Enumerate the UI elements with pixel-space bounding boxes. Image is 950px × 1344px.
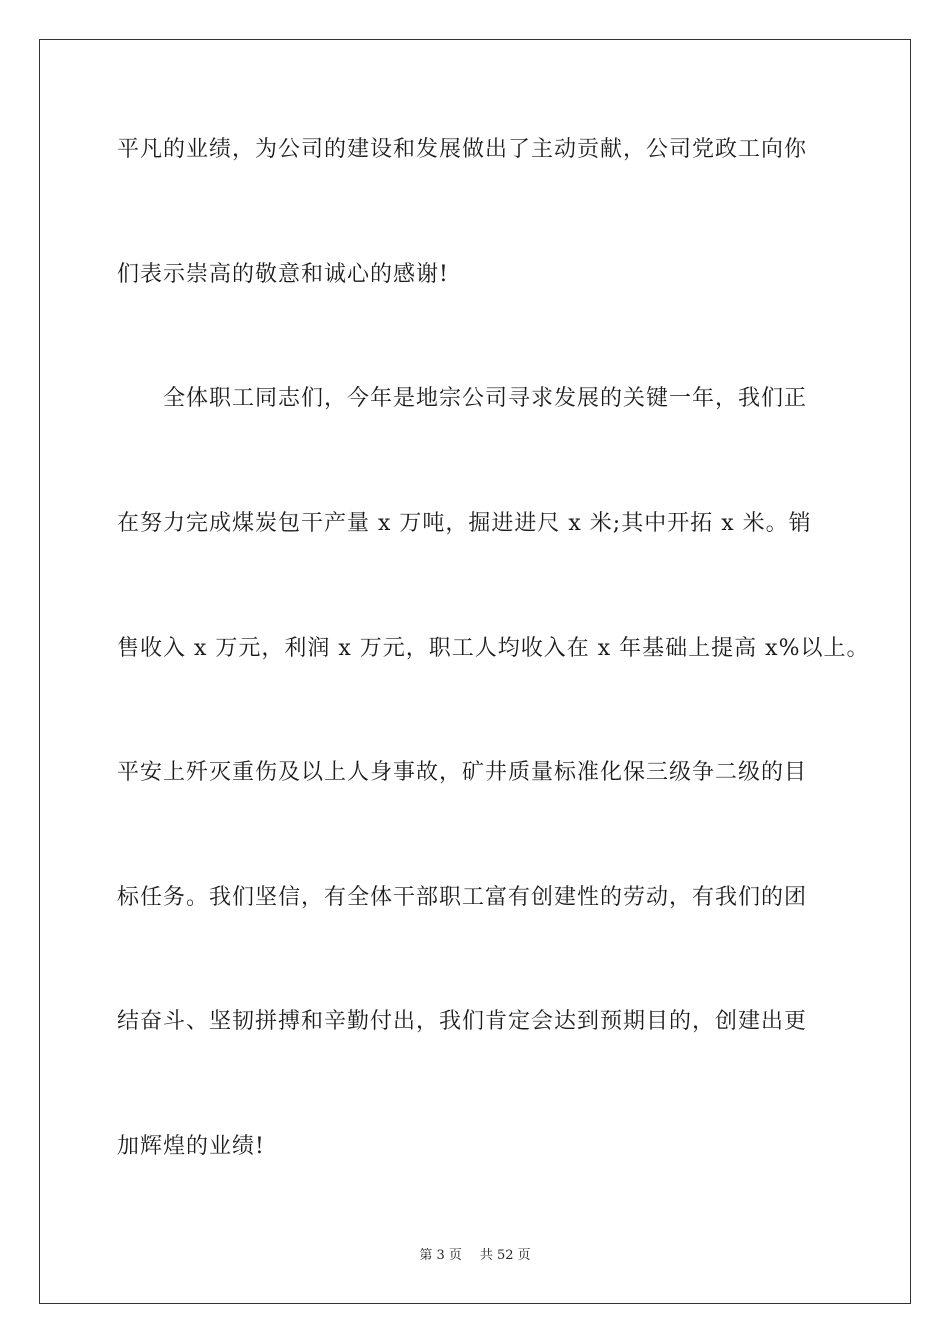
text-line: 加辉煌的业绩!	[117, 1134, 265, 1159]
text-line: 标任务。我们坚信，有全体干部职工富有创建性的劳动，有我们的团	[117, 885, 808, 910]
page-number: 第 3 页	[419, 1248, 462, 1263]
text-line: 售收入 x 万元，利润 x 万元，职工人均收入在 x 年基础上提高 x%以上。	[117, 636, 870, 661]
text-line: 们表示崇高的敬意和诚心的感谢!	[117, 262, 449, 287]
text-line: 平安上歼灭重伤及以上人身事故，矿井质量标准化保三级争二级的目	[117, 760, 808, 785]
page-frame	[39, 39, 911, 1304]
page-footer	[0, 1248, 950, 1264]
text-line: 全体职工同志们，今年是地宗公司寻求发展的关键一年，我们正	[163, 386, 808, 411]
text-line: 平凡的业绩，为公司的建设和发展做出了主动贡献，公司党政工向你	[117, 137, 808, 162]
text-line: 结奋斗、坚韧拼搏和辛勤付出，我们肯定会达到预期目的，创建出更	[117, 1009, 808, 1034]
page-total: 共 52 页	[479, 1248, 531, 1263]
text-line: 在努力完成煤炭包干产量 x 万吨，掘进进尺 x 米;其中开拓 x 米。销	[117, 511, 812, 536]
